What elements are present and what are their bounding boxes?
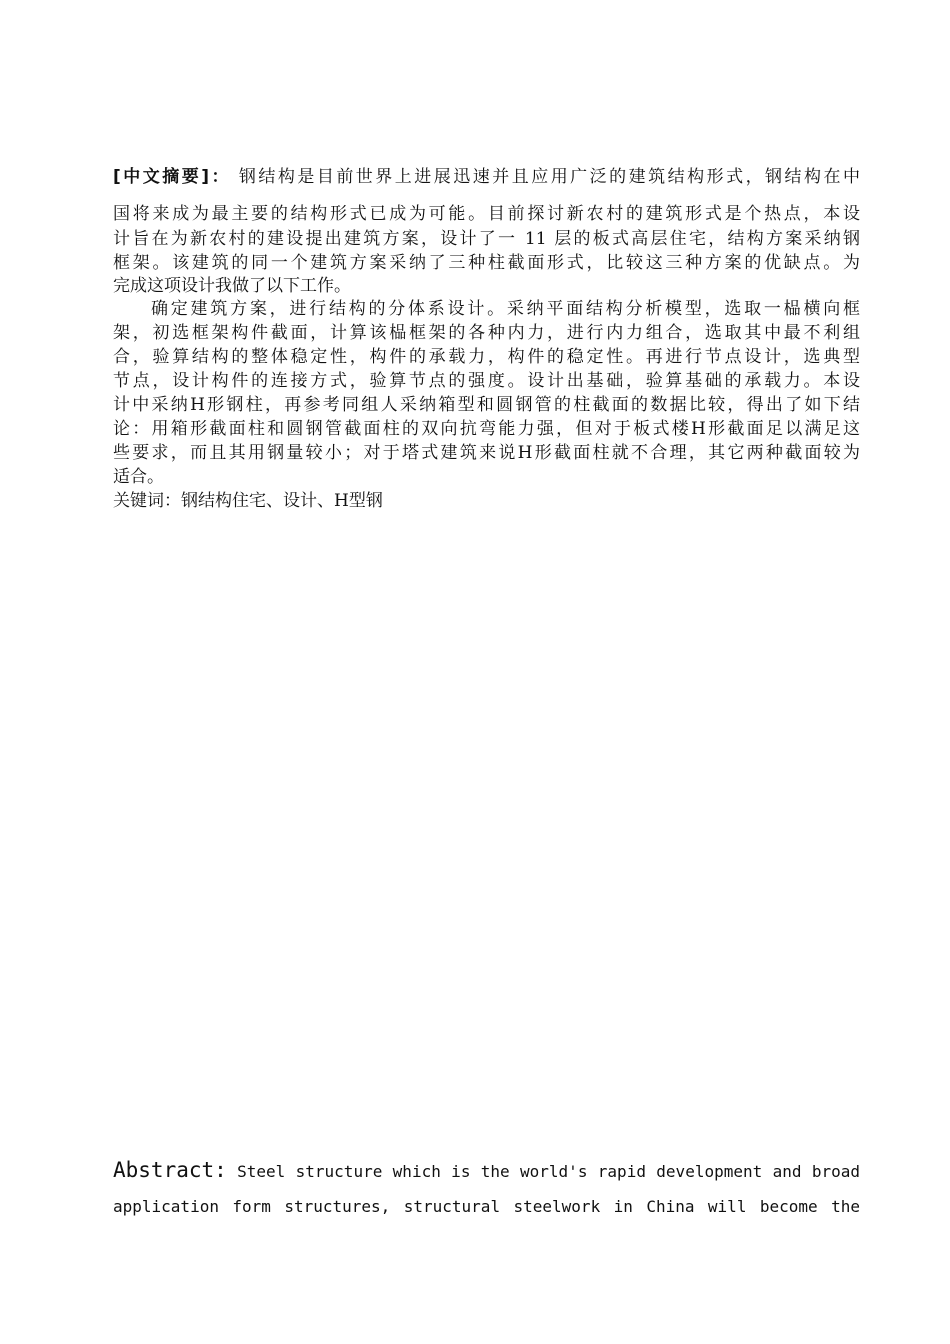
paragraph-line: 节点，设计构件的连接方式，验算节点的强度。设计出基础，验算基础的承载力。本设 [113, 371, 860, 391]
abstract-first-line [113, 166, 860, 188]
paragraph-line: 计中采纳H形钢柱，再参考同组人采纳箱型和圆钢管的柱截面的数据比较，得出了如下结 [113, 395, 860, 415]
english-abstract-heading: Abstract: [113, 1158, 227, 1182]
paragraph-line: application form structures, structural steelwork in China will become the [113, 1197, 860, 1216]
paragraph-line: 框架。该建筑的同一个建筑方案采纳了三种柱截面形式，比较这三种方案的优缺点。为 [113, 253, 860, 273]
paragraph-line: 国将来成为最主要的结构形式已成为可能。目前探讨新农村的建筑形式是个热点，本设 [113, 204, 860, 224]
abstract-first-line [113, 1158, 860, 1184]
paragraph-line: 计旨在为新农村的建设提出建筑方案，设计了一 11 层的板式高层住宅，结构方案采纳钢 [113, 229, 860, 249]
paragraph-line: 适合。 [113, 467, 164, 487]
paragraph-line: 钢结构是目前世界上进展迅速并且应用广泛的建筑结构形式，钢结构在中 [238, 167, 861, 187]
paragraph-line: 合，验算结构的整体稳定性，构件的承载力，构件的稳定性。再进行节点设计，选典型 [113, 347, 860, 367]
paragraph-line: 论：用箱形截面柱和圆钢管截面柱的双向抗弯能力强，但对于板式楼H形截面足以满足这 [113, 419, 860, 439]
paragraph-line: 架，初选框架构件截面，计算该榀框架的各种内力，进行内力组合，选取其中最不利组 [113, 323, 860, 343]
chinese-abstract-heading: [中文摘要]： [113, 167, 231, 187]
paragraph-line: 确定建筑方案，进行结构的分体系设计。采纳平面结构分析模型，选取一榀横向框 [151, 299, 860, 319]
paragraph-line: Steel structure which is the world's rapid development and broad [237, 1162, 860, 1181]
paragraph-line: 些要求，而且其用钢量较小；对于塔式建筑来说H形截面柱就不合理，其它两种截面较为 [113, 443, 860, 463]
paragraph-line: 完成这项设计我做了以下工作。 [113, 276, 351, 296]
keywords-line: 关键词：钢结构住宅、设计、H型钢 [113, 491, 383, 511]
